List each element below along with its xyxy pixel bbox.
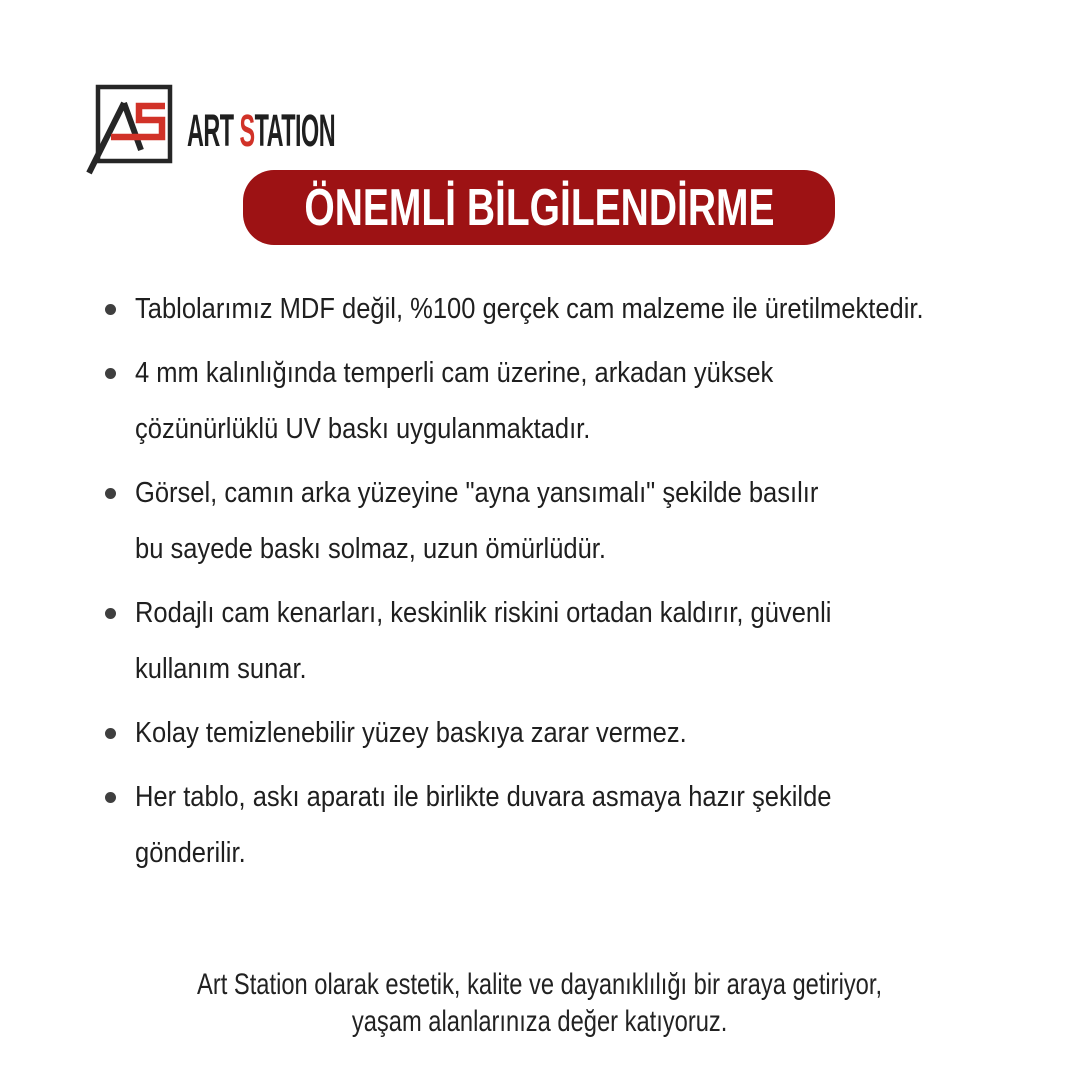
brand-part1: ART: [187, 105, 240, 156]
bullet-item: [105, 585, 1080, 697]
bullet-line-text: Görsel, camın arka yüzeyine "ayna yansımalı" şekilde basılır: [135, 476, 819, 509]
bullet-indent-spacer: [105, 848, 116, 859]
bullet-line: [105, 585, 1080, 641]
art-station-logo-icon: [86, 80, 178, 178]
bullet-line: [105, 641, 1080, 697]
bullet-line: [105, 465, 1080, 521]
bullet-item: [105, 705, 1080, 761]
footer-line-text: yaşam alanlarınıza değer katıyoruz.: [352, 1004, 728, 1038]
bullet-line-text: Tablolarımız MDF değil, %100 gerçek cam malzeme ile üretilmektedir.: [135, 292, 924, 325]
important-info-banner: [243, 170, 835, 245]
bullet-line: [105, 769, 1080, 825]
footer: [0, 966, 1080, 1040]
bullet-item: [105, 769, 1080, 881]
bullet-line: [105, 825, 1080, 881]
bullet-indent-spacer: [105, 424, 116, 435]
bullet-line-text: Kolay temizlenebilir yüzey baskıya zarar vermez.: [135, 716, 687, 749]
bullet-indent-spacer: [105, 544, 116, 555]
bullet-line: [105, 281, 1080, 337]
bullet-dot: [105, 488, 116, 499]
footer-line: [302, 1003, 777, 1040]
bullet-indent-spacer: [105, 664, 116, 675]
footer-line-text: Art Station olarak estetik, kalite ve dayanıklılığı bir araya getiriyor,: [197, 967, 883, 1001]
bullet-line: [105, 521, 1080, 577]
bullet-line-text: Her tablo, askı aparatı ile birlikte duvara asmaya hazır şekilde: [135, 780, 832, 813]
bullet-line: [105, 401, 1080, 457]
bullet-dot: [105, 792, 116, 803]
bullet-line-text: Rodajlı cam kenarları, keskinlik riskini ortadan kaldırır, güvenli: [135, 596, 832, 629]
bullet-line-text: 4 mm kalınlığında temperli cam üzerine, arkadan yüksek: [135, 356, 774, 389]
bullet-item: [105, 281, 1080, 337]
brand-accent-letter: S: [239, 105, 255, 156]
bullet-line-text: bu sayede baskı solmaz, uzun ömürlüdür.: [135, 532, 606, 565]
bullet-dot: [105, 304, 116, 315]
bullet-line-text: gönderilir.: [135, 836, 246, 869]
bullet-dot: [105, 608, 116, 619]
banner-label: ÖNEMLİ BİLGİLENDİRME: [303, 178, 775, 237]
bullet-dot: [105, 368, 116, 379]
footer-line: [106, 966, 973, 1003]
bullet-line: [105, 705, 1080, 761]
bullet-item: [105, 345, 1080, 457]
brand-wordmark: [187, 105, 335, 157]
bullet-line-text: çözünürlüklü UV baskı uygulanmaktadır.: [135, 412, 591, 445]
bullet-item: [105, 465, 1080, 577]
bullet-dot: [105, 728, 116, 739]
brand-part2: TATION: [254, 105, 336, 156]
header: [86, 80, 472, 178]
bullet-line: [105, 345, 1080, 401]
bullet-line-text: kullanım sunar.: [135, 652, 307, 685]
bullet-list: [0, 281, 1080, 889]
